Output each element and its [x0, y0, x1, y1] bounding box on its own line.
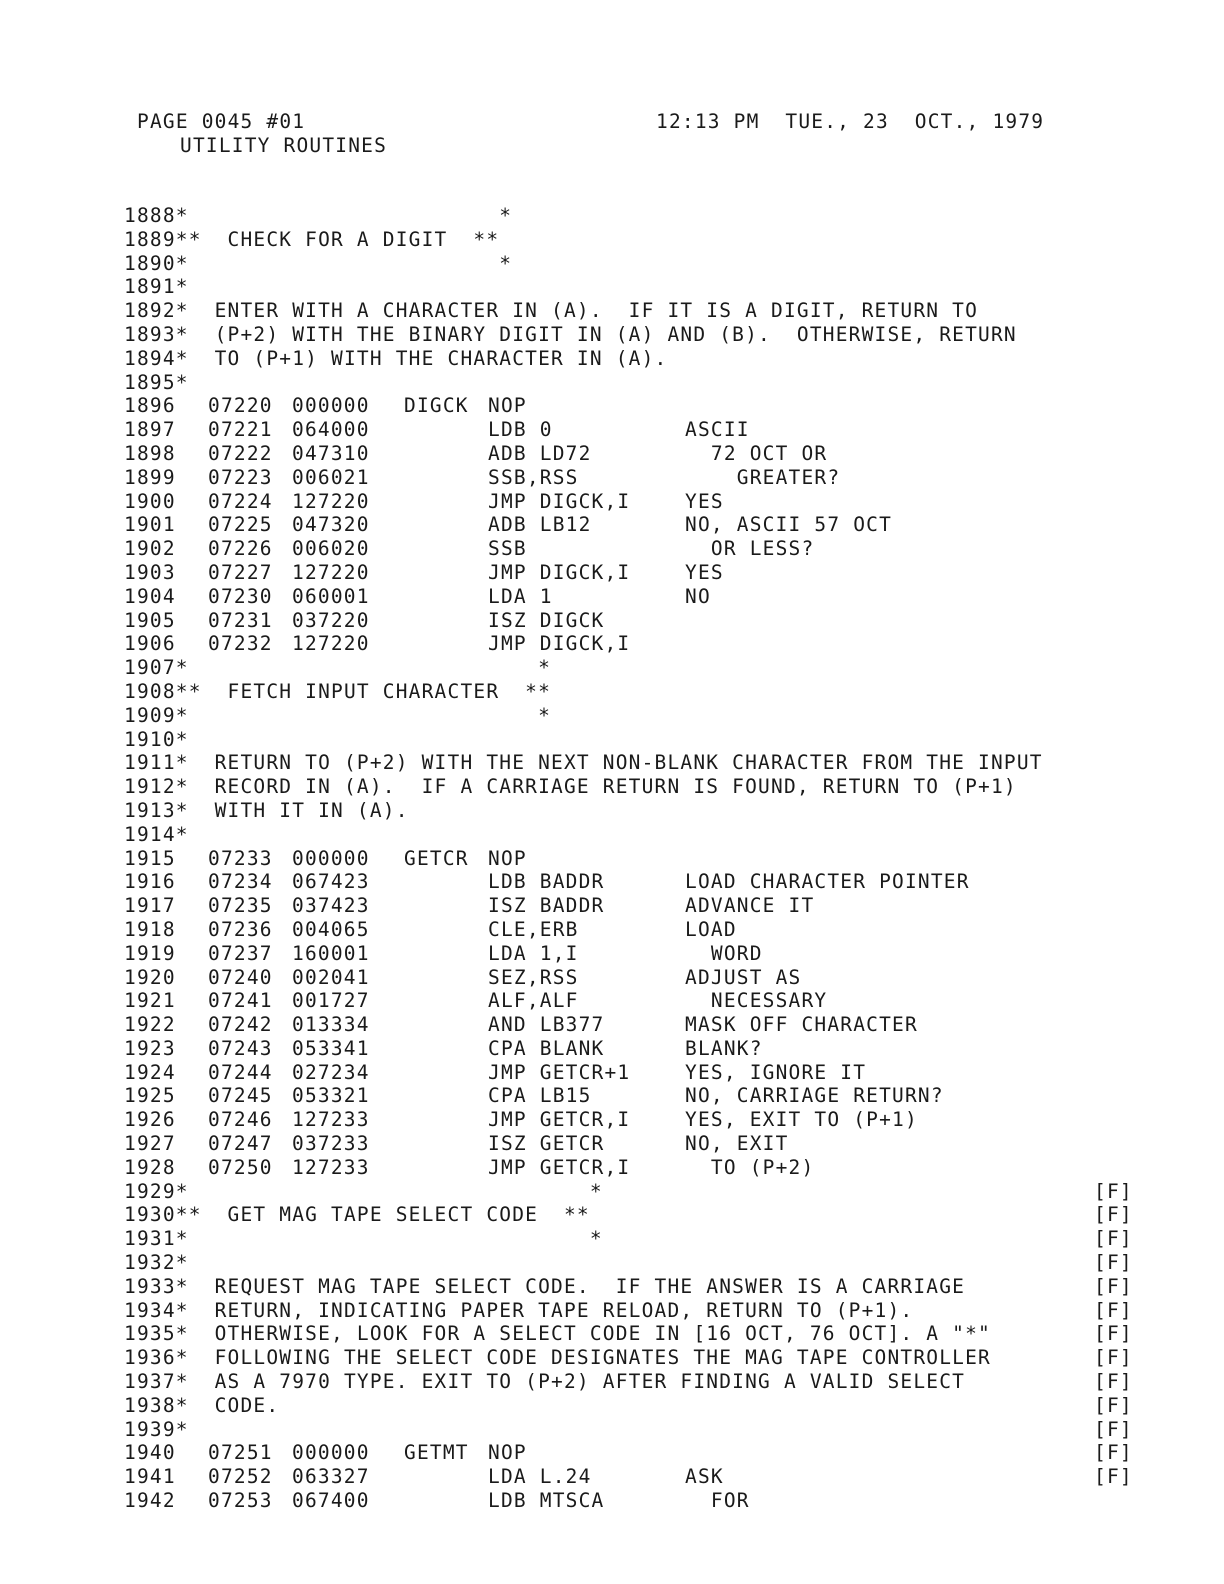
code-line [0, 1084, 1224, 1108]
object-code: 060001 [292, 584, 370, 608]
instruction: NOP [488, 846, 527, 870]
instruction: LDB BADDR [488, 870, 605, 894]
comment-line [0, 1180, 1224, 1204]
instruction: JMP GETCR+1 [488, 1060, 631, 1084]
flag-marker: [F] [1094, 1274, 1133, 1298]
line-comment: ASK [685, 1465, 724, 1489]
instruction: JMP GETCR,I [488, 1108, 631, 1132]
address: 07250 [208, 1155, 273, 1179]
instruction: AND LB377 [488, 1013, 605, 1037]
address: 07237 [208, 941, 273, 965]
comment-text: 1931* * [124, 1227, 603, 1251]
line-comment: NO, CARRIAGE RETURN? [685, 1084, 944, 1108]
object-code: 063327 [292, 1465, 370, 1489]
comment-line [0, 299, 1224, 323]
comment-text: 1895* [124, 370, 189, 394]
object-code: 127220 [292, 560, 370, 584]
instruction: SEZ,RSS [488, 965, 579, 989]
object-code: 067400 [292, 1489, 370, 1513]
comment-text: 1914* [124, 822, 189, 846]
object-code: 002041 [292, 965, 370, 989]
instruction: ADB LD72 [488, 441, 592, 465]
object-code: 006020 [292, 537, 370, 561]
comment-text: 1935* OTHERWISE, LOOK FOR A SELECT CODE IN [16 OCT, 76 OCT]. A "*" [124, 1322, 991, 1346]
address: 07224 [208, 489, 273, 513]
comment-text: 1933* REQUEST MAG TAPE SELECT CODE. IF THE ANSWER IS A CARRIAGE [124, 1274, 966, 1298]
address: 07242 [208, 1013, 273, 1037]
address: 07251 [208, 1441, 273, 1465]
address: 07221 [208, 418, 273, 442]
label: DIGCK [404, 394, 469, 418]
code-line [0, 1156, 1224, 1180]
line-comment: FOR [685, 1489, 750, 1513]
instruction: JMP GETCR,I [488, 1155, 631, 1179]
comment-line [0, 228, 1224, 252]
instruction: JMP DIGCK,I [488, 632, 631, 656]
instruction: SSB [488, 537, 527, 561]
line-number: 1915 [124, 846, 176, 870]
comment-line [0, 775, 1224, 799]
flag-marker: [F] [1094, 1203, 1133, 1227]
comment-text: 1907* * [124, 656, 552, 680]
comment-text: 1932* [124, 1251, 189, 1275]
code-line [0, 942, 1224, 966]
object-code: 064000 [292, 418, 370, 442]
object-code: 127220 [292, 632, 370, 656]
line-comment: YES [685, 489, 724, 513]
flag-marker: [F] [1094, 1322, 1133, 1346]
instruction: ISZ BADDR [488, 894, 605, 918]
flag-marker: [F] [1094, 1346, 1133, 1370]
line-number: 1900 [124, 489, 176, 513]
address: 07243 [208, 1036, 273, 1060]
object-code: 037220 [292, 608, 370, 632]
comment-line [0, 252, 1224, 276]
line-number: 1925 [124, 1084, 176, 1108]
line-number: 1919 [124, 941, 176, 965]
comment-line [0, 275, 1224, 299]
comment-text: 1891* [124, 275, 189, 299]
comment-text: 1913* WITH IT IN (A). [124, 798, 409, 822]
instruction: LDA 1,I [488, 941, 579, 965]
line-comment: TO (P+2) [685, 1155, 815, 1179]
object-code: 160001 [292, 941, 370, 965]
line-comment: ADVANCE IT [685, 894, 815, 918]
line-number: 1927 [124, 1132, 176, 1156]
line-number: 1916 [124, 870, 176, 894]
code-line [0, 1132, 1224, 1156]
instruction: ADB LB12 [488, 513, 592, 537]
address: 07220 [208, 394, 273, 418]
code-line [0, 1441, 1224, 1465]
comment-line [0, 823, 1224, 847]
line-number: 1901 [124, 513, 176, 537]
address: 07232 [208, 632, 273, 656]
instruction: ISZ GETCR [488, 1132, 605, 1156]
line-comment: BLANK? [685, 1036, 763, 1060]
comment-line [0, 1227, 1224, 1251]
flag-marker: [F] [1094, 1227, 1133, 1251]
comment-text: 1937* AS A 7970 TYPE. EXIT TO (P+2) AFTER FINDING A VALID SELECT [124, 1370, 966, 1394]
flag-marker: [F] [1094, 1179, 1133, 1203]
line-number: 1928 [124, 1155, 176, 1179]
comment-line [0, 656, 1224, 680]
instruction: ISZ DIGCK [488, 608, 605, 632]
flag-marker: [F] [1094, 1441, 1133, 1465]
comment-line [0, 371, 1224, 395]
address: 07244 [208, 1060, 273, 1084]
line-comment: YES, IGNORE IT [685, 1060, 867, 1084]
address: 07252 [208, 1465, 273, 1489]
object-code: 127233 [292, 1108, 370, 1132]
flag-marker: [F] [1094, 1251, 1133, 1275]
comment-line [0, 751, 1224, 775]
print-timestamp: 12:13 PM TUE., 23 OCT., 1979 [656, 110, 1045, 133]
object-code: 127220 [292, 489, 370, 513]
line-comment: WORD [685, 941, 763, 965]
code-line [0, 513, 1224, 537]
line-comment: ASCII [685, 418, 750, 442]
object-code: 000000 [292, 846, 370, 870]
line-number: 1926 [124, 1108, 176, 1132]
code-line [0, 918, 1224, 942]
code-line [0, 537, 1224, 561]
code-line [0, 632, 1224, 656]
instruction: CPA BLANK [488, 1036, 605, 1060]
comment-text: 1889** CHECK FOR A DIGIT ** [124, 227, 500, 251]
page-number: PAGE 0045 #01 [137, 110, 306, 133]
code-line [0, 1489, 1224, 1513]
line-number: 1902 [124, 537, 176, 561]
code-line [0, 418, 1224, 442]
comment-text: 1890* * [124, 251, 513, 275]
comment-line [0, 704, 1224, 728]
address: 07240 [208, 965, 273, 989]
line-number: 1906 [124, 632, 176, 656]
instruction: CPA LB15 [488, 1084, 592, 1108]
line-comment: GREATER? [685, 465, 841, 489]
line-comment: YES [685, 560, 724, 584]
section-title: UTILITY ROUTINES [180, 134, 388, 157]
comment-text: 1908** FETCH INPUT CHARACTER ** [124, 679, 552, 703]
instruction: JMP DIGCK,I [488, 560, 631, 584]
line-comment: NECESSARY [685, 989, 828, 1013]
line-number: 1917 [124, 894, 176, 918]
line-number: 1897 [124, 418, 176, 442]
line-number: 1918 [124, 917, 176, 941]
object-code: 004065 [292, 917, 370, 941]
instruction: NOP [488, 394, 527, 418]
line-comment: ADJUST AS [685, 965, 802, 989]
comment-line [0, 1299, 1224, 1323]
flag-marker: [F] [1094, 1298, 1133, 1322]
address: 07246 [208, 1108, 273, 1132]
object-code: 053341 [292, 1036, 370, 1060]
comment-line [0, 680, 1224, 704]
line-number: 1899 [124, 465, 176, 489]
code-line [0, 1013, 1224, 1037]
code-line [0, 989, 1224, 1013]
comment-text: 1930** GET MAG TAPE SELECT CODE ** [124, 1203, 590, 1227]
assembly-listing [0, 204, 1224, 1513]
comment-line [0, 799, 1224, 823]
code-line [0, 894, 1224, 918]
code-line [0, 394, 1224, 418]
object-code: 001727 [292, 989, 370, 1013]
code-line [0, 847, 1224, 871]
comment-line [0, 204, 1224, 228]
object-code: 037423 [292, 894, 370, 918]
object-code: 067423 [292, 870, 370, 894]
flag-marker: [F] [1094, 1417, 1133, 1441]
flag-marker: [F] [1094, 1465, 1133, 1489]
object-code: 027234 [292, 1060, 370, 1084]
object-code: 053321 [292, 1084, 370, 1108]
code-line [0, 561, 1224, 585]
code-line [0, 609, 1224, 633]
line-number: 1904 [124, 584, 176, 608]
address: 07227 [208, 560, 273, 584]
comment-text: 1910* [124, 727, 189, 751]
line-number: 1905 [124, 608, 176, 632]
object-code: 000000 [292, 394, 370, 418]
code-line [0, 1465, 1224, 1489]
comment-line [0, 1203, 1224, 1227]
object-code: 127233 [292, 1155, 370, 1179]
line-comment: NO [685, 584, 711, 608]
line-comment: LOAD CHARACTER POINTER [685, 870, 970, 894]
object-code: 037233 [292, 1132, 370, 1156]
instruction: LDB 0 [488, 418, 553, 442]
comment-text: 1909* * [124, 703, 552, 727]
line-number: 1920 [124, 965, 176, 989]
address: 07247 [208, 1132, 273, 1156]
label: GETCR [404, 846, 469, 870]
line-number: 1898 [124, 441, 176, 465]
object-code: 013334 [292, 1013, 370, 1037]
line-comment: 72 OCT OR [685, 441, 828, 465]
comment-text: 1888* * [124, 204, 513, 227]
code-line [0, 466, 1224, 490]
instruction: SSB,RSS [488, 465, 579, 489]
instruction: LDB MTSCA [488, 1489, 605, 1513]
comment-line [0, 1275, 1224, 1299]
comment-text: 1929* * [124, 1179, 603, 1203]
code-line [0, 870, 1224, 894]
code-line [0, 966, 1224, 990]
comment-line [0, 728, 1224, 752]
comment-line [0, 347, 1224, 371]
line-comment: LOAD [685, 917, 737, 941]
comment-text: 1936* FOLLOWING THE SELECT CODE DESIGNATES THE MAG TAPE CONTROLLER [124, 1346, 991, 1370]
object-code: 006021 [292, 465, 370, 489]
comment-text: 1939* [124, 1417, 189, 1441]
instruction: JMP DIGCK,I [488, 489, 631, 513]
address: 07253 [208, 1489, 273, 1513]
label: GETMT [404, 1441, 469, 1465]
object-code: 000000 [292, 1441, 370, 1465]
line-number: 1921 [124, 989, 176, 1013]
address: 07231 [208, 608, 273, 632]
comment-text: 1938* CODE. [124, 1393, 280, 1417]
line-number: 1941 [124, 1465, 176, 1489]
address: 07236 [208, 917, 273, 941]
instruction: NOP [488, 1441, 527, 1465]
comment-line [0, 323, 1224, 347]
instruction: ALF,ALF [488, 989, 579, 1013]
comment-text: 1894* TO (P+1) WITH THE CHARACTER IN (A). [124, 346, 668, 370]
line-comment: NO, EXIT [685, 1132, 789, 1156]
flag-marker: [F] [1094, 1370, 1133, 1394]
address: 07223 [208, 465, 273, 489]
line-number: 1922 [124, 1013, 176, 1037]
line-number: 1942 [124, 1489, 176, 1513]
address: 07226 [208, 537, 273, 561]
comment-line [0, 1322, 1224, 1346]
code-line [0, 490, 1224, 514]
comment-line [0, 1394, 1224, 1418]
object-code: 047310 [292, 441, 370, 465]
address: 07245 [208, 1084, 273, 1108]
line-comment: MASK OFF CHARACTER [685, 1013, 918, 1037]
line-number: 1896 [124, 394, 176, 418]
line-comment: OR LESS? [685, 537, 815, 561]
address: 07222 [208, 441, 273, 465]
comment-text: 1934* RETURN, INDICATING PAPER TAPE RELOAD, RETURN TO (P+1). [124, 1298, 914, 1322]
comment-text: 1911* RETURN TO (P+2) WITH THE NEXT NON-BLANK CHARACTER FROM THE INPUT [124, 751, 1043, 775]
instruction: CLE,ERB [488, 917, 579, 941]
comment-line [0, 1346, 1224, 1370]
comment-line [0, 1370, 1224, 1394]
comment-line [0, 1418, 1224, 1442]
address: 07233 [208, 846, 273, 870]
comment-text: 1893* (P+2) WITH THE BINARY DIGIT IN (A) AND (B). OTHERWISE, RETURN [124, 322, 1017, 346]
address: 07230 [208, 584, 273, 608]
comment-text: 1912* RECORD IN (A). IF A CARRIAGE RETURN IS FOUND, RETURN TO (P+1) [124, 775, 1017, 799]
comment-line [0, 1251, 1224, 1275]
address: 07241 [208, 989, 273, 1013]
line-comment: NO, ASCII 57 OCT [685, 513, 893, 537]
instruction: LDA L.24 [488, 1465, 592, 1489]
flag-marker: [F] [1094, 1393, 1133, 1417]
instruction: LDA 1 [488, 584, 553, 608]
line-comment: YES, EXIT TO (P+1) [685, 1108, 918, 1132]
line-number: 1940 [124, 1441, 176, 1465]
line-number: 1923 [124, 1036, 176, 1060]
line-number: 1924 [124, 1060, 176, 1084]
code-line [0, 442, 1224, 466]
object-code: 047320 [292, 513, 370, 537]
line-number: 1903 [124, 560, 176, 584]
address: 07234 [208, 870, 273, 894]
code-line [0, 1037, 1224, 1061]
code-line [0, 585, 1224, 609]
address: 07225 [208, 513, 273, 537]
code-line [0, 1061, 1224, 1085]
code-line [0, 1108, 1224, 1132]
comment-text: 1892* ENTER WITH A CHARACTER IN (A). IF IT IS A DIGIT, RETURN TO [124, 299, 979, 323]
address: 07235 [208, 894, 273, 918]
